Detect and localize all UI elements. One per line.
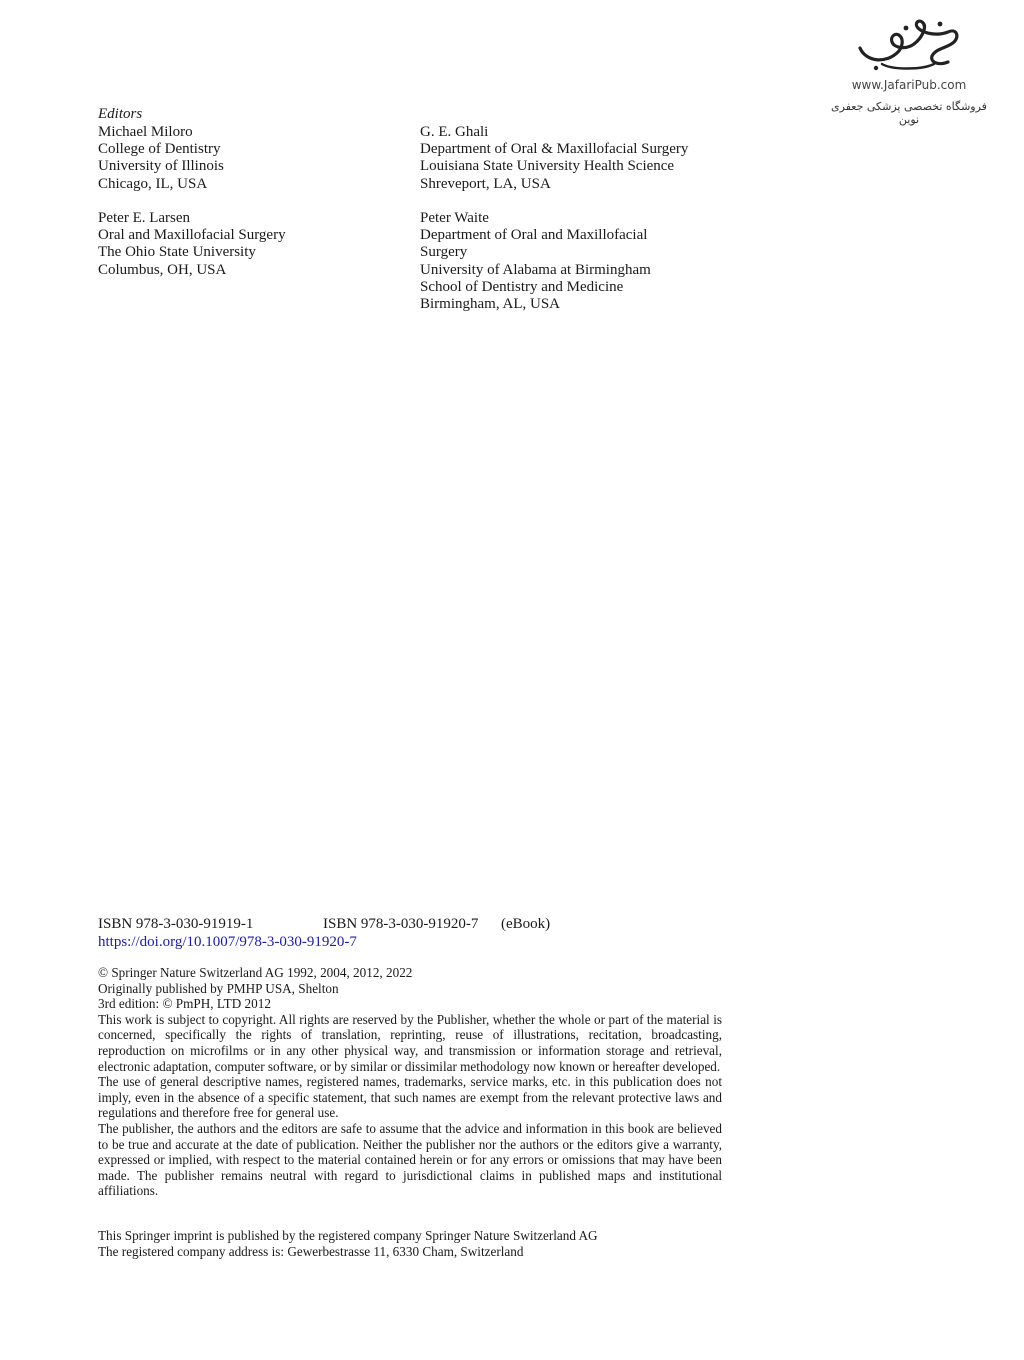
- copyright-notice: [98, 965, 722, 1199]
- disclaimer-paragraph: The publisher, the authors and the editors are safe to assume that the advice and information in this book are believed to be true and accurate at the date of publication. Neither the publisher nor the authors or the editors give a warranty, expressed or implied, with respect to the material contained herein or for any errors or omissions that may have been made. The publisher remains neutral with regard to jurisdictional claims in published maps and institutional affiliations.: [98, 1120, 722, 1199]
- editor-affiliation: Department of Oral and Maxillofacial: [420, 227, 648, 244]
- editor-affiliation: University of Alabama at Birmingham: [420, 261, 651, 278]
- editor-location: Birmingham, AL, USA: [420, 296, 561, 313]
- isbn-row: [98, 916, 550, 933]
- trademarks-paragraph: The use of general descriptive names, registered names, trademarks, service marks, etc. in this publication does not imply, even in the absence of a specific statement, that such names are exempt from the relevant protective laws and regulations and therefore free for general use.: [98, 1074, 722, 1121]
- copyright-line: © Springer Nature Switzerland AG 1992, 2004, 2012, 2022: [98, 965, 413, 980]
- jafaripub-logo-icon: [852, 18, 968, 76]
- editor-larsen: [98, 210, 286, 279]
- imprint-line: This Springer imprint is published by the registered company Springer Nature Switzerland AG: [98, 1228, 598, 1243]
- editor-location: Chicago, IL, USA: [98, 175, 208, 192]
- editor-affiliation: School of Dentistry and Medicine: [420, 278, 624, 295]
- publisher-watermark-logo: [826, 18, 1006, 126]
- original-publisher-line: Originally published by PMHP USA, Shelton: [98, 980, 339, 996]
- editor-affiliation: Oral and Maxillofacial Surgery: [98, 227, 286, 244]
- previous-edition-line: 3rd edition: © PmPH, LTD 2012: [98, 996, 271, 1012]
- isbn-print: ISBN 978-3-030-91919-1: [98, 916, 254, 932]
- editor-affiliation: Department of Oral & Maxillofacial Surgery: [420, 141, 689, 158]
- watermark-url: www.JafariPub.com: [851, 78, 967, 92]
- isbn-ebook-label: (eBook): [501, 916, 551, 932]
- company-address-line: The registered company address is: Gewerbestrasse 11, 6330 Cham, Switzerland: [98, 1243, 524, 1259]
- editor-name: Peter E. Larsen: [98, 210, 191, 226]
- editor-affiliation: College of Dentistry: [98, 141, 221, 158]
- editor-location: Shreveport, LA, USA: [420, 175, 551, 192]
- editor-affiliation: University of Illinois: [98, 158, 224, 175]
- editor-name: Michael Miloro: [98, 124, 193, 140]
- editor-name: G. E. Ghali: [420, 124, 489, 140]
- editor-affiliation: The Ohio State University: [98, 244, 256, 261]
- watermark-tagline: فروشگاه تخصصی پزشکی جعفری نوین: [831, 100, 987, 126]
- isbn-ebook: ISBN 978-3-030-91920-7: [323, 916, 479, 932]
- editor-location: Columbus, OH, USA: [98, 261, 227, 278]
- editors-heading: Editors: [98, 106, 143, 122]
- editor-ghali: [420, 124, 688, 193]
- editor-name: Peter Waite: [420, 210, 489, 226]
- rights-paragraph: This work is subject to copyright. All rights are reserved by the Publisher, whether the whole or part of the material is concerned, specifically the rights of translation, reprinting, reuse of illustrations, recitation, broadcasting, reproduction on microfilms or in any other physical way, and transmission or information storage and retrieval, electronic adaptation, computer software, or by similar or dissimilar methodology now known or hereafter developed.: [98, 1011, 722, 1074]
- editor-miloro: [98, 124, 224, 193]
- editor-affiliation: Louisiana State University Health Science: [420, 158, 675, 175]
- editor-waite: [420, 210, 651, 313]
- doi-link[interactable]: https://doi.org/10.1007/978-3-030-91920-7: [98, 934, 357, 950]
- editor-affiliation: Surgery: [420, 244, 468, 261]
- imprint-notice: [98, 1228, 598, 1259]
